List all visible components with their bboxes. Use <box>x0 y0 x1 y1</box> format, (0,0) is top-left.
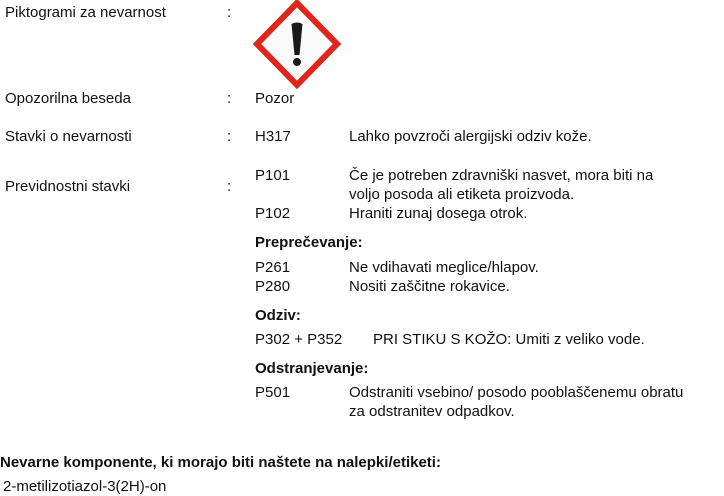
component-item: 2-metilizotiazol-3(2H)-on <box>3 478 167 495</box>
statement-text: Če je potreben zdravniški nasvet, mora biti na <box>349 167 654 184</box>
colon: : <box>227 4 232 21</box>
statement-code: P102 <box>255 205 291 222</box>
signal-word-value: Pozor <box>255 90 295 107</box>
statement-text: za odstranitev odpadkov. <box>349 403 515 420</box>
colon: : <box>227 90 232 107</box>
statement-code: P101 <box>255 167 291 184</box>
statement-code: P501 <box>255 384 291 401</box>
ghs07-exclamation-mark-icon <box>253 0 341 90</box>
statement-text: Odstraniti vsebino/ posodo pooblaščenemu obratu <box>349 384 684 401</box>
colon: : <box>227 178 232 195</box>
signal-word-label: Opozorilna beseda <box>5 90 131 107</box>
disposal-heading: Odstranjevanje: <box>255 360 369 377</box>
prevention-heading: Preprečevanje: <box>255 234 363 251</box>
statement-text: Lahko povzroči alergijski odziv kože. <box>349 128 592 145</box>
precautionary-label: Previdnostni stavki <box>5 178 131 195</box>
label-components-heading: Nevarne komponente, ki morajo biti naštete na nalepki/etiketi: <box>0 454 441 471</box>
statement-code: P261 <box>255 259 291 276</box>
statement-text: voljo posoda ali etiketa proizvoda. <box>349 186 575 203</box>
statement-text: Hraniti zunaj dosega otrok. <box>349 205 528 222</box>
statement-text: Nositi zaščitne rokavice. <box>349 278 510 295</box>
colon: : <box>227 128 232 145</box>
statement-text: Ne vdihavati meglice/hlapov. <box>349 259 539 276</box>
statement-text: PRI STIKU S KOŽO: Umiti z veliko vode. <box>373 331 645 348</box>
response-heading: Odziv: <box>255 307 301 324</box>
statement-code: P280 <box>255 278 291 295</box>
pictograms-label: Piktogrami za nevarnost <box>5 4 166 21</box>
hazard-statements-label: Stavki o nevarnosti <box>5 128 132 145</box>
statement-code: P302 + P352 <box>255 331 343 348</box>
statement-code: H317 <box>255 128 291 145</box>
